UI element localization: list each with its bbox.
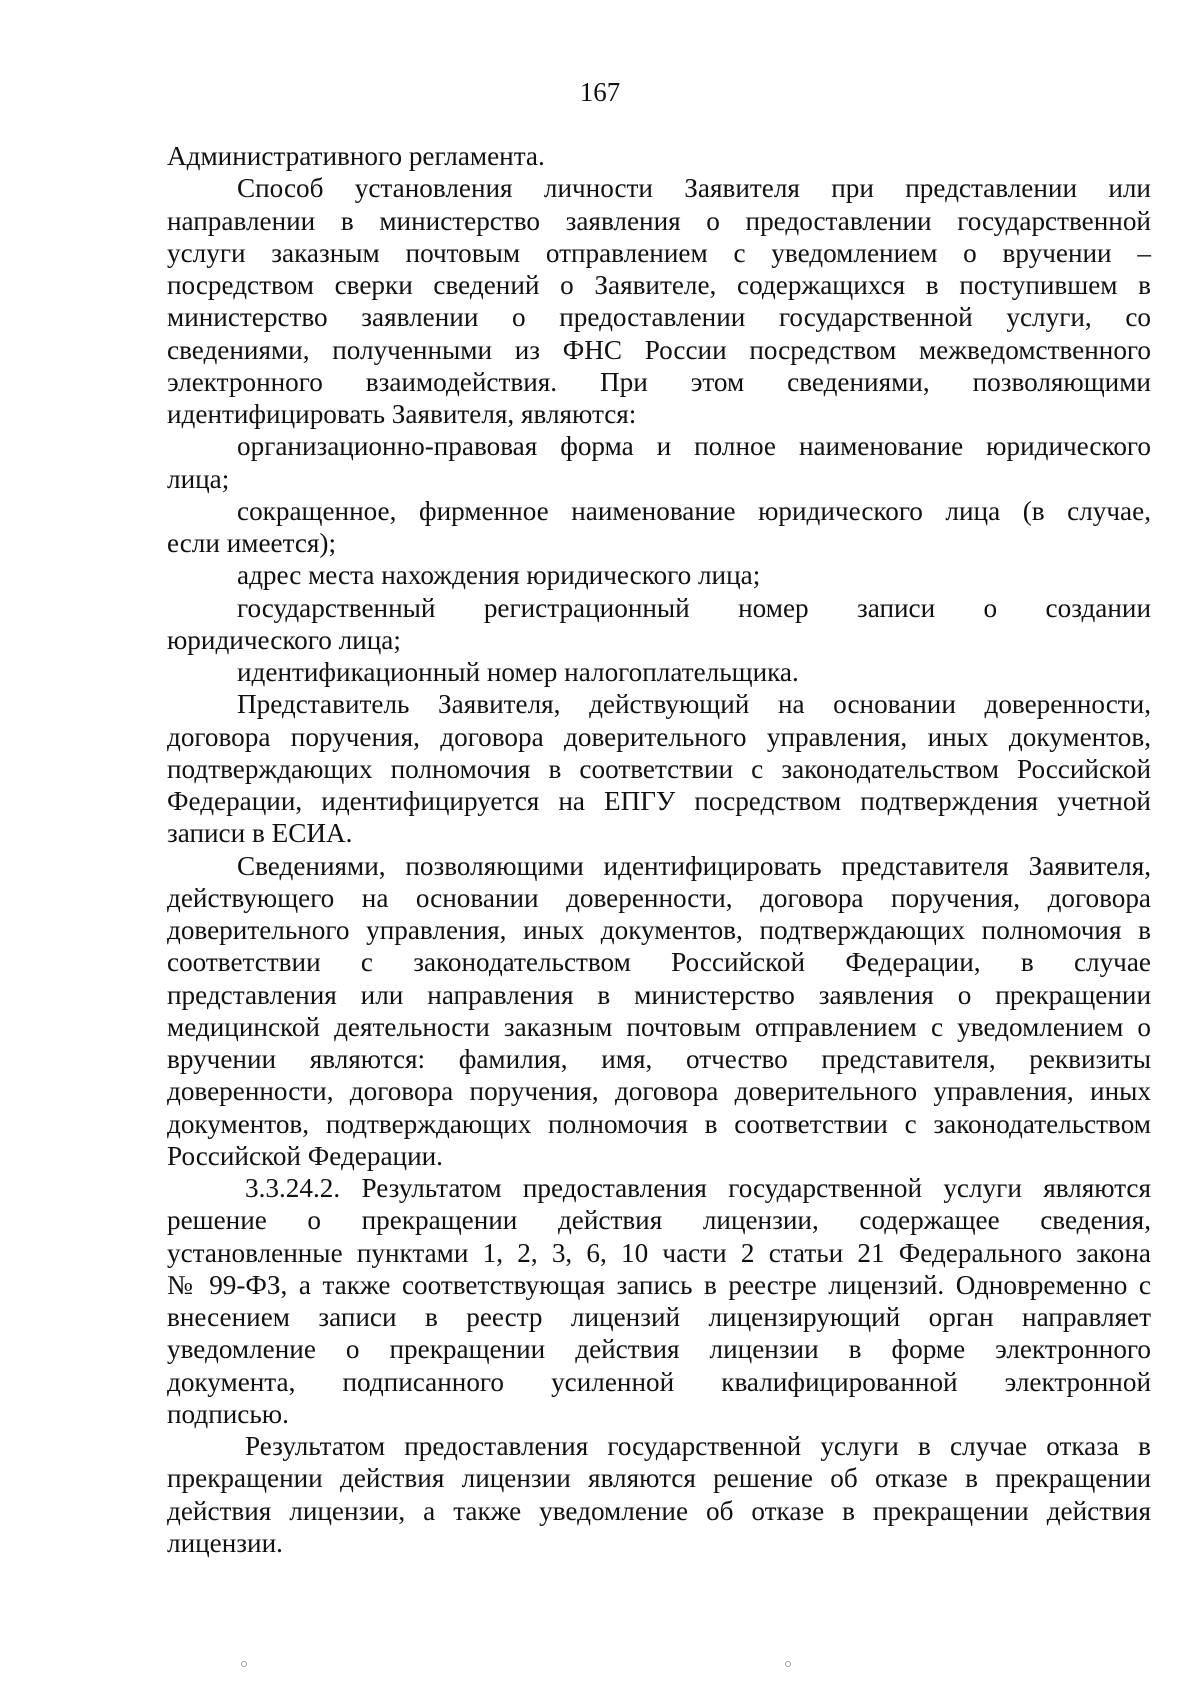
scan-specks bbox=[0, 1655, 1200, 1675]
body-text bbox=[167, 140, 1151, 1559]
scan-speck bbox=[241, 1661, 247, 1667]
text-line: документов, подтверждающих полномочия в соответствии с законодательством bbox=[167, 1108, 1151, 1139]
text-line: записи в ЕСИА. bbox=[167, 818, 353, 849]
text-line: действия лицензии, а также уведомление об отказе в прекращении действия bbox=[167, 1495, 1151, 1526]
text-line: юридического лица; bbox=[167, 624, 401, 655]
text-line: лицензии. bbox=[167, 1527, 283, 1558]
text-line: действующего на основании доверенности, договора поручения, договора bbox=[167, 882, 1151, 913]
text-line: идентификационный номер налогоплательщика. bbox=[237, 657, 799, 687]
text-line: внесением записи в реестр лицензий лицензирующий орган направляет bbox=[167, 1302, 1151, 1332]
text-line: подписью. bbox=[167, 1398, 289, 1429]
text-line: доверенности, договора поручения, договора доверительного управления, иных bbox=[167, 1076, 1151, 1107]
text-line: доверительного управления, иных документов, подтверждающих полномочия в bbox=[167, 915, 1151, 945]
text-line: документа, подписанного усиленной квалифицированной электронной bbox=[167, 1366, 1151, 1397]
text-line: подтверждающих полномочия в соответствии с законодательством Российской bbox=[167, 753, 1151, 784]
text-line: решение о прекращении действия лицензии, содержащее сведения, bbox=[167, 1205, 1151, 1236]
text-line: электронного взаимодействия. При этом сведениями, позволяющими bbox=[167, 366, 1151, 397]
text-line: сокращенное, фирменное наименование юридического лица (в случае, bbox=[237, 495, 1151, 526]
text-line: идентифицировать Заявителя, являются: bbox=[167, 399, 637, 429]
text-line: адрес места нахождения юридического лица; bbox=[237, 560, 761, 591]
text-line: 3.3.24.2. Результатом предоставления государственной услуги являются bbox=[245, 1173, 1151, 1203]
text-line: услуги заказным почтовым отправлением с уведомлением о вручении – bbox=[167, 237, 1151, 268]
text-line: Представитель Заявителя, действующий на основании доверенности, bbox=[237, 689, 1151, 720]
scan-speck bbox=[785, 1661, 791, 1667]
text-line: если имеется); bbox=[167, 528, 337, 558]
text-line: Российской Федерации. bbox=[167, 1140, 443, 1171]
text-line: министерство заявлении о предоставлении государственной услуги, со bbox=[167, 302, 1151, 333]
text-line: вручении являются: фамилия, имя, отчество представителя, реквизиты bbox=[167, 1044, 1151, 1074]
text-line: соответствии с законодательством Российской Федерации, в случае bbox=[167, 947, 1151, 978]
text-line: Федерации, идентифицируется на ЕПГУ посредством подтверждения учетной bbox=[167, 786, 1151, 816]
text-line: медицинской деятельности заказным почтовым отправлением с уведомлением о bbox=[167, 1011, 1151, 1042]
text-line: Результатом предоставления государственной услуги в случае отказа в bbox=[245, 1431, 1151, 1461]
page-number: 167 bbox=[579, 77, 621, 107]
text-line: № 99-ФЗ, а также соответствующая запись в реестре лицензий. Одновременно с bbox=[167, 1269, 1151, 1300]
text-line: уведомление о прекращении действия лицензии в форме электронного bbox=[167, 1334, 1151, 1365]
text-line: организационно-правовая форма и полное наименование юридического bbox=[237, 431, 1151, 462]
text-line: направлении в министерство заявления о предоставлении государственной bbox=[167, 205, 1151, 236]
text-line: Сведениями, позволяющими идентифицировать представителя Заявителя, bbox=[237, 850, 1151, 881]
text-line: сведениями, полученными из ФНС России посредством межведомственного bbox=[167, 334, 1151, 365]
text-line: лица; bbox=[167, 463, 230, 494]
text-line: Способ установления личности Заявителя при представлении или bbox=[237, 173, 1151, 204]
text-line: представления или направления в министерство заявления о прекращении bbox=[167, 979, 1151, 1010]
text-line: посредством сверки сведений о Заявителе, содержащихся в поступившем в bbox=[167, 270, 1151, 300]
text-line: государственный регистрационный номер записи о создании bbox=[237, 592, 1151, 623]
text-line: прекращении действия лицензии являются решение об отказе в прекращении bbox=[167, 1463, 1151, 1494]
text-line: договора поручения, договора доверительного управления, иных документов, bbox=[167, 721, 1151, 752]
text-line: установленные пунктами 1, 2, 3, 6, 10 части 2 статьи 21 Федерального закона bbox=[167, 1237, 1151, 1268]
text-line: Административного регламента. bbox=[167, 141, 545, 171]
